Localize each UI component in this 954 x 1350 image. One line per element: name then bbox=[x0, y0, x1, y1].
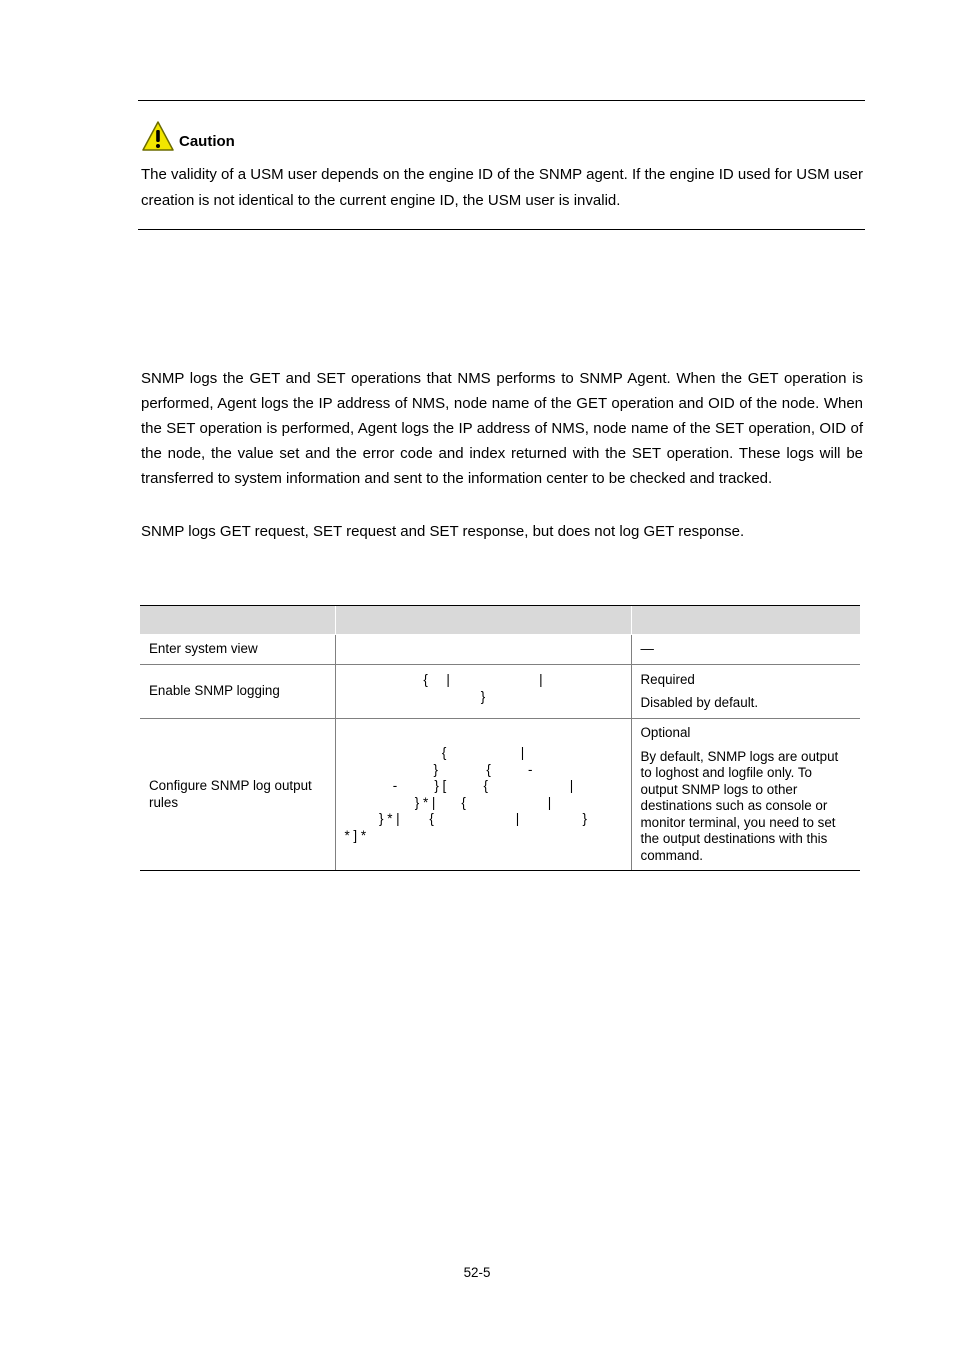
table-row bbox=[140, 665, 860, 719]
table-row bbox=[140, 635, 860, 665]
caution-bottom-rule bbox=[138, 229, 865, 230]
table-header-operation bbox=[140, 606, 335, 635]
table-row bbox=[140, 719, 860, 871]
table-header-command bbox=[335, 606, 631, 635]
remarks-line: Required bbox=[640, 671, 695, 687]
remarks-line: Optional bbox=[640, 725, 691, 740]
command-fragment: { | | bbox=[423, 672, 543, 687]
command-cell bbox=[335, 719, 631, 871]
table-header-row bbox=[140, 606, 860, 635]
remarks-cell bbox=[631, 635, 860, 665]
command-fragment: { | bbox=[441, 745, 525, 760]
command-fragment: * ] * bbox=[344, 827, 367, 843]
remarks-line: Disabled by default. bbox=[640, 695, 759, 710]
command-fragment: } bbox=[480, 688, 486, 704]
command-cell bbox=[335, 635, 631, 665]
remarks-line: By default, SNMP logs are output to loghost and logfile only. To output SNMP logs to other destinations such as console or monitor terminal, you need to set the output destinations with this command. bbox=[640, 748, 839, 863]
table-header-remarks bbox=[631, 606, 860, 635]
caution-label: Caution bbox=[179, 133, 235, 150]
caution-heading bbox=[141, 116, 235, 152]
command-cell bbox=[335, 665, 631, 719]
command-fragment: } * | { | } bbox=[379, 811, 587, 826]
snmp-log-paragraph: SNMP logs the GET and SET operations that NMS performs to SNMP Agent. When the GET operation is performed, Agent logs the IP address of NMS, node name of the GET operation and OID of the node. When the SET operation is performed, Agent logs the IP address of NMS, node name of the SET operation, OID of the node, the value set and the error code and index returned with the SET operation. These logs will be transferred to system information and sent to the information center to be checked and tracked. bbox=[141, 370, 863, 487]
caution-top-rule bbox=[138, 100, 865, 101]
warning-triangle-icon bbox=[141, 120, 175, 152]
remarks-cell bbox=[631, 719, 860, 871]
command-fragment: } { - bbox=[433, 761, 533, 777]
page-number: 52-5 bbox=[463, 1265, 491, 1280]
caution-text: The validity of a USM user depends on the engine ID of the SNMP agent. If the engine ID used for USM user creation is not identical to the current engine ID, the USM user is invalid. bbox=[141, 166, 863, 209]
command-fragment: } * | { | bbox=[414, 794, 552, 810]
operation-cell: Enter system view bbox=[140, 635, 335, 665]
remarks-line: — bbox=[640, 641, 654, 657]
configuration-table bbox=[140, 605, 860, 871]
snmp-log-note: SNMP logs GET request, SET request and SET response, but does not log GET response. bbox=[141, 523, 745, 540]
command-fragment: - } [ { | bbox=[392, 778, 574, 793]
operation-cell: Configure SNMP log output rules bbox=[140, 719, 335, 871]
operation-cell: Enable SNMP logging bbox=[140, 665, 335, 719]
remarks-cell bbox=[631, 665, 860, 719]
